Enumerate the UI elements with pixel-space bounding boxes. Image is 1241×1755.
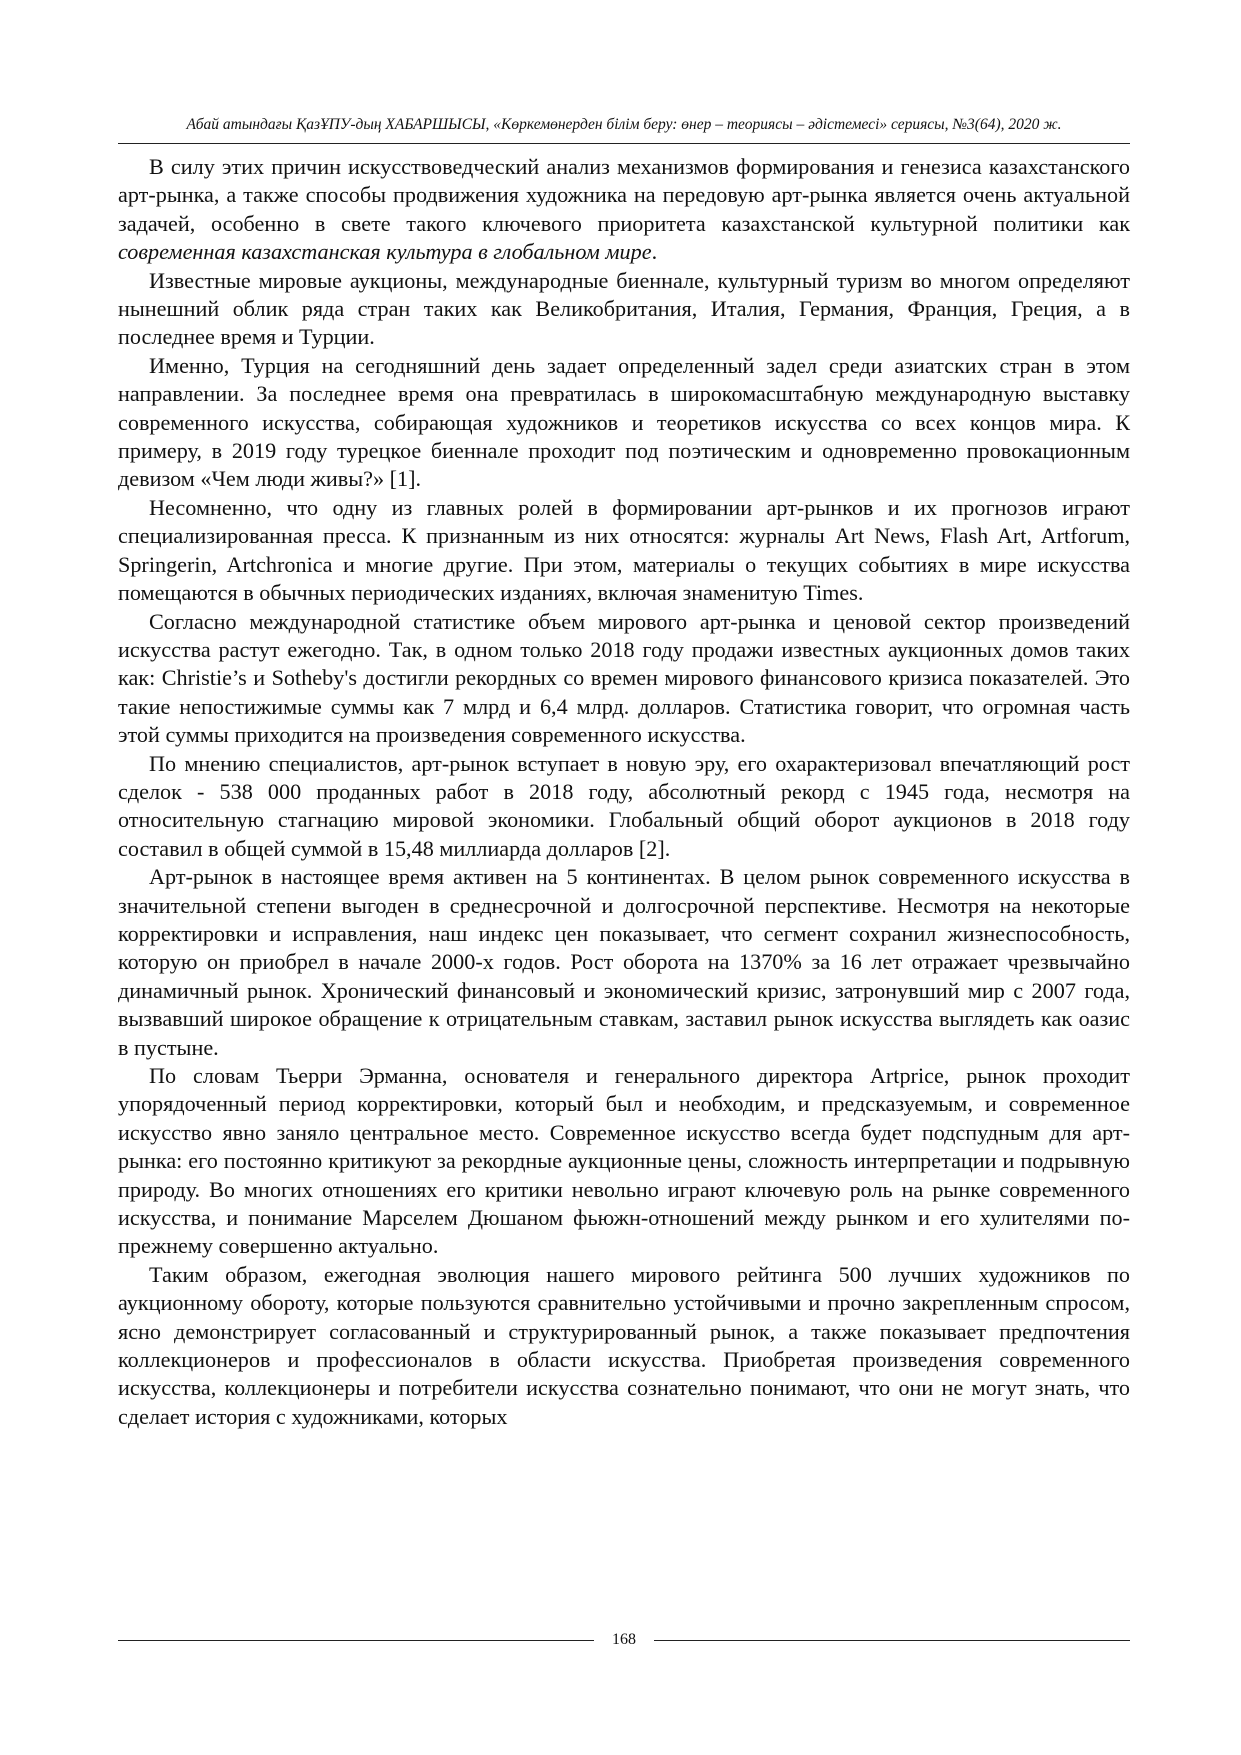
paragraph-3: Именно, Турция на сегодняшний день задает определенный задел среди азиатских стран в этом направлении. За последнее время она превратилась в широкомасштабную международную выставку современного искусства, собирающая художников и теоретиков искусства со всех концов мира. К примеру, в 2019 году турецкое биеннале проходит под поэтическим и одновременно провокационным девизом «Чем люди живы?» [1].	[118, 352, 1130, 492]
page-footer	[118, 1628, 1130, 1652]
paragraph-2: Известные мировые аукционы, международные биеннале, культурный туризм во многом определяют нынешний облик ряда стран таких как Великобритания, Италия, Германия, Франция, Греция, а в последнее время и Турции.	[118, 267, 1130, 350]
paragraph-6: По мнению специалистов, арт-рынок вступает в новую эру, его охарактеризовал впечатляющий рост сделок - 538 000 проданных работ в 2018 году, абсолютный рекорд с 1945 года, несмотря на относительную стагнацию мировой экономики. Глобальный общий оборот аукционов в 2018 году составил в общей суммой в 15,48 миллиарда долларов [2].	[118, 750, 1130, 861]
paragraph-8: По словам Тьерри Эрманна, основателя и генерального директора Artprice, рынок проходит упорядоченный период корректировки, который был и необходим, и предсказуемым, и современное искусство явно заняло центральное место. Современное искусство всегда будет подспудным для арт-рынка: его постоянно критикуют за рекордные аукционные цены, сложность интерпретации и подрывную природу. Во многих отношениях его критики невольно играют ключевую роль на рынке современного искусства, и понимание Марселем Дюшаном фьюжн-отношений между рынком и его хулителями по-прежнему совершенно актуально.	[118, 1063, 1130, 1259]
paragraph-1-tail: .	[651, 239, 658, 265]
paragraph-1	[118, 153, 1130, 267]
running-header: Абай атындағы ҚазҰПУ-дың ХАБАРШЫСЫ, «Көркемөнерден білім беру: өнер – теориясы – әдістемесі» сериясы, №3(64), 2020 ж.	[186, 116, 1062, 133]
paragraph-5: Согласно международной статистике объем мирового арт-рынка и ценовой сектор произведений искусства растут ежегодно. Так, в одном только 2018 году продажи известных аукционных домов таких как: Christie’s и Sotheby's достигли рекордных со времен мирового финансового кризиса показателей. Это такие непостижимые суммы как 7 млрд и 6,4 млрд. долларов. Статистика говорит, что огромная часть этой суммы приходится на произведения современного искусства.	[118, 608, 1130, 748]
paragraph-1-text: В силу этих причин искусствоведческий анализ механизмов формирования и генезиса казахстанского арт-рынка, а также способы продвижения художника на передовую арт-рынка является очень актуальной задачей, особенно в свете такого ключевого приоритета казахстанской культурной политики как	[118, 154, 1130, 236]
paragraph-9: Таким образом, ежегодная эволюция нашего мирового рейтинга 500 лучших художников по аукционному обороту, которые пользуются сравнительно устойчивыми и прочно закрепленным спросом, ясно демонстрирует согласованный и структурированный рынок, а также показывает предпочтения коллекционеров и профессионалов в области искусства. Приобретая произведения современного искусства, коллекционеры и потребители искусства сознательно понимают, что они не могут знать, что сделает история с художниками, которых	[118, 1261, 1130, 1429]
page-number: 168	[612, 1631, 636, 1648]
paragraph-7: Арт-рынок в настоящее время активен на 5 континентах. В целом рынок современного искусства в значительной степени выгоден в среднесрочной и долгосрочной перспективе. Несмотря на некоторые корректировки и исправления, наш индекс цен показывает, что сегмент сохранил жизнеспособность, которую он приобрел в начале 2000-х годов. Рост оборота на 1370% за 16 лет отражает чрезвычайно динамичный рынок. Хронический финансовый и экономический кризис, затронувший мир с 2007 года, вызвавший широкое обращение к отрицательным ставкам, заставил рынок искусства выглядеть как оазис в пустыне.	[118, 864, 1130, 1060]
header-divider	[118, 143, 1130, 144]
paragraph-1-italic: современная казахстанская культура в глобальном мире	[118, 239, 652, 265]
footer-divider-left	[118, 1640, 594, 1641]
article-body	[118, 153, 1130, 1431]
footer-divider-right	[654, 1640, 1130, 1641]
paragraph-4: Несомненно, что одну из главных ролей в формировании арт-рынков и их прогнозов играют специализированная пресса. К признанным из них относятся: журналы Art News, Flash Art, Artforum, Springerin, Artchronica и многие другие. При этом, материалы о текущих событиях в мире искусства помещаются в обычных периодических изданиях, включая знаменитую Times.	[118, 494, 1130, 606]
